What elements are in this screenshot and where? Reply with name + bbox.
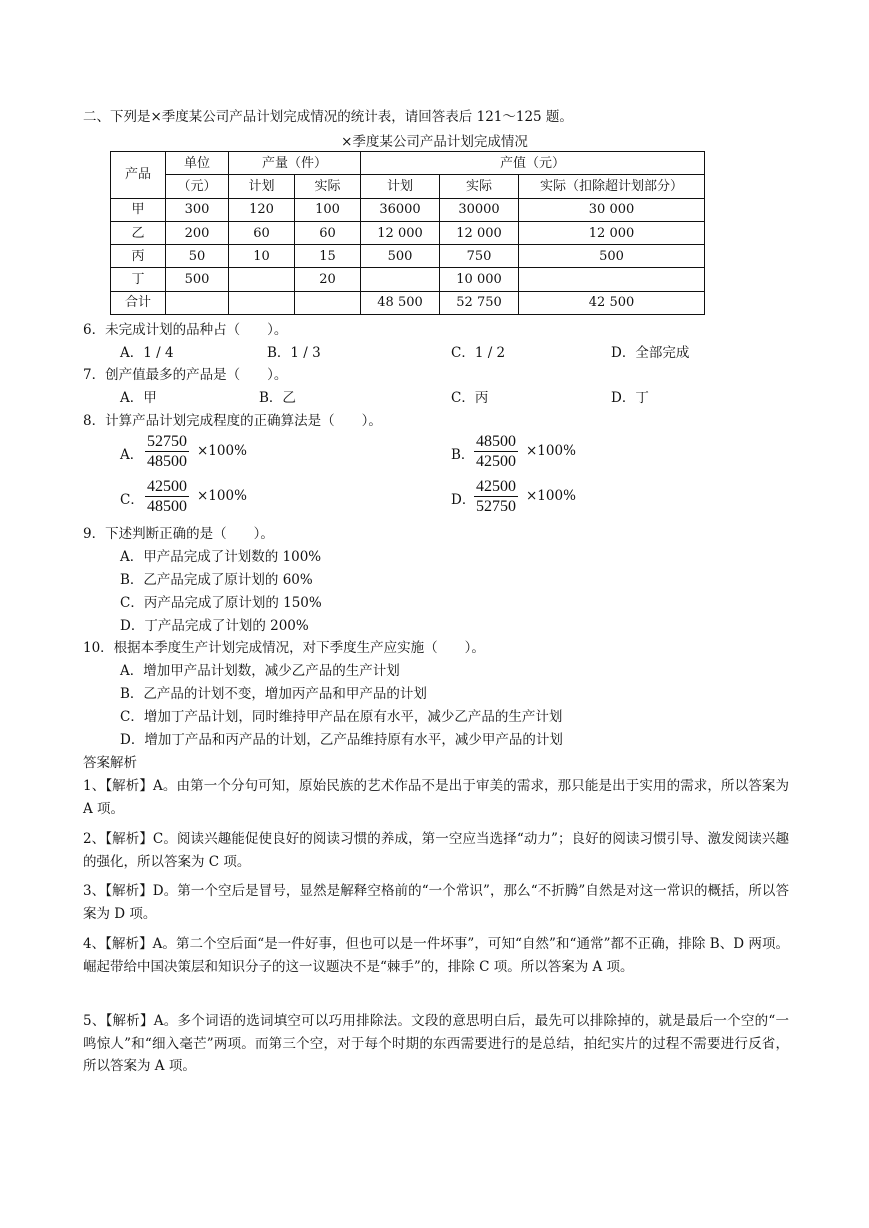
table-header-row bbox=[111, 152, 705, 175]
table-cell bbox=[519, 268, 705, 291]
table-cell bbox=[361, 268, 440, 291]
table-cell: 100 bbox=[295, 198, 361, 221]
stats-table bbox=[110, 151, 705, 315]
header-product: 产品 bbox=[111, 152, 166, 199]
question-6-option-a: A．1 / 4 bbox=[120, 345, 174, 361]
answer-item-5: 5、【解析】A。多个词语的选词填空可以巧用排除法。文段的意思明白后，最先可以排除掉的，就是最后一个空的“一鸣惊人”和“细入毫芒”两项。而第三个空，对于每个时期的东西需要进行的是总结，拍纪实片的过程不需要进行反省，所以答案为 A 项。 bbox=[83, 1013, 789, 1074]
table-cell: 丁 bbox=[111, 268, 166, 291]
question-8-option-d-suffix: ×100% bbox=[526, 488, 576, 504]
question-7-option-b: B．乙 bbox=[259, 390, 296, 406]
question-9-option-d: D．丁产品完成了计划的 200% bbox=[120, 618, 309, 634]
table-row bbox=[111, 245, 705, 268]
question-9-option-c: C．丙产品完成了原计划的 150% bbox=[120, 595, 322, 611]
header-output-actual: 实际 bbox=[295, 175, 361, 198]
table-cell bbox=[295, 291, 361, 314]
question-8-option-d-fraction bbox=[474, 477, 518, 516]
question-7-option-d: D．丁 bbox=[611, 390, 649, 406]
table-cell: 12 000 bbox=[519, 221, 705, 244]
table-subheader-row bbox=[111, 175, 705, 198]
table-cell: 12 000 bbox=[440, 221, 519, 244]
table-cell: 750 bbox=[440, 245, 519, 268]
answer-item-2: 2、【解析】C。阅读兴趣能促使良好的阅读习惯的养成，第一空应当选择“动力”；良好的阅读习惯引导、激发阅读兴趣的强化，所以答案为 C 项。 bbox=[83, 831, 789, 870]
table-cell: 甲 bbox=[111, 198, 166, 221]
question-7-option-a: A．甲 bbox=[120, 390, 157, 406]
question-6-option-b: B．1 / 3 bbox=[267, 345, 321, 361]
answer-item-4: 4、【解析】A。第二个空后面“是一件好事，但也可以是一件坏事”，可知“自然”和“通常”都不正确，排除 B、D 两项。崛起带给中国决策层和知识分子的这一议题决不是“棘手”的，排除 C 项。所以答案为 A 项。 bbox=[83, 936, 789, 975]
answers-heading: 答案解析 bbox=[83, 755, 137, 771]
table-cell: 500 bbox=[166, 268, 229, 291]
question-6-option-c: C．1 / 2 bbox=[451, 345, 506, 361]
answer-item-3: 3、【解析】D。第一个空后是冒号，显然是解释空格前的“一个常识”，那么“不折腾”自然是对这一常识的概括，所以答案为 D 项。 bbox=[83, 883, 789, 922]
question-8-option-a-label: A． bbox=[120, 447, 144, 463]
question-10-option-d: D．增加丁产品和丙产品的计划，乙产品维持原有水平，减少甲产品的计划 bbox=[120, 732, 563, 748]
table-cell bbox=[229, 268, 295, 291]
question-8-option-b-label: B． bbox=[451, 447, 475, 463]
question-10-option-b: B．乙产品的计划不变，增加丙产品和甲产品的计划 bbox=[120, 686, 427, 702]
question-9-option-a: A．甲产品完成了计划数的 100% bbox=[120, 549, 322, 565]
table-row bbox=[111, 268, 705, 291]
header-output-group: 产量（件） bbox=[229, 152, 361, 175]
question-8-option-c-suffix: ×100% bbox=[197, 488, 247, 504]
table-cell: 500 bbox=[361, 245, 440, 268]
table-cell bbox=[229, 291, 295, 314]
fraction-numerator: 52750 bbox=[147, 433, 187, 450]
fraction-numerator: 48500 bbox=[476, 433, 516, 450]
table-cell bbox=[166, 291, 229, 314]
table-cell: 15 bbox=[295, 245, 361, 268]
table-cell: 合计 bbox=[111, 291, 166, 314]
table-cell: 60 bbox=[229, 221, 295, 244]
header-value-plan: 计划 bbox=[361, 175, 440, 198]
table-cell: 500 bbox=[519, 245, 705, 268]
header-value-actual: 实际 bbox=[440, 175, 519, 198]
table-cell: 60 bbox=[295, 221, 361, 244]
question-6-option-d: D．全部完成 bbox=[611, 345, 690, 361]
question-6-stem: 6．未完成计划的品种占（ ）。 bbox=[83, 322, 288, 338]
question-8-option-c-fraction bbox=[145, 477, 189, 516]
fraction-denominator: 48500 bbox=[147, 453, 187, 470]
fraction-denominator: 48500 bbox=[147, 498, 187, 515]
table-cell: 50 bbox=[166, 245, 229, 268]
section-heading: 二、下列是×季度某公司产品计划完成情况的统计表，请回答表后 121～125 题。 bbox=[83, 109, 573, 125]
question-9-option-b: B．乙产品完成了原计划的 60% bbox=[120, 572, 313, 588]
table-cell: 36000 bbox=[361, 198, 440, 221]
question-7-option-c: C．丙 bbox=[451, 390, 489, 406]
question-10-option-c: C．增加丁产品计划，同时维持甲产品在原有水平，减少乙产品的生产计划 bbox=[120, 709, 563, 725]
question-10-stem: 10．根据本季度生产计划完成情况，对下季度生产应实施（ ）。 bbox=[83, 640, 485, 656]
table-cell: 52 750 bbox=[440, 291, 519, 314]
table-cell: 10 bbox=[229, 245, 295, 268]
header-value-group: 产值（元） bbox=[361, 152, 705, 175]
table-total-row bbox=[111, 291, 705, 314]
table-row bbox=[111, 198, 705, 221]
table-cell: 42 500 bbox=[519, 291, 705, 314]
question-7-stem: 7．创产值最多的产品是（ ）。 bbox=[83, 367, 288, 383]
table-cell: 30 000 bbox=[519, 198, 705, 221]
table-row bbox=[111, 221, 705, 244]
header-value-actual-excl: 实际（扣除超计划部分） bbox=[519, 175, 705, 198]
table-cell: 20 bbox=[295, 268, 361, 291]
table-cell: 30000 bbox=[440, 198, 519, 221]
table-cell: 丙 bbox=[111, 245, 166, 268]
table-cell: 12 000 bbox=[361, 221, 440, 244]
table-title: ×季度某公司产品计划完成情况 bbox=[341, 134, 528, 150]
fraction-numerator: 42500 bbox=[476, 478, 516, 495]
table-cell: 10 000 bbox=[440, 268, 519, 291]
question-8-option-a-fraction bbox=[145, 432, 189, 471]
question-9-stem: 9．下述判断正确的是（ ）。 bbox=[83, 526, 274, 542]
question-8-stem: 8．计算产品计划完成程度的正确算法是（ ）。 bbox=[83, 413, 382, 429]
table-cell: 200 bbox=[166, 221, 229, 244]
question-8-option-d-label: D． bbox=[451, 492, 476, 508]
table-cell: 乙 bbox=[111, 221, 166, 244]
table-cell: 48 500 bbox=[361, 291, 440, 314]
question-8-option-a-suffix: ×100% bbox=[197, 443, 247, 459]
fraction-denominator: 52750 bbox=[476, 498, 516, 515]
header-output-plan: 计划 bbox=[229, 175, 295, 198]
question-8-option-b-fraction bbox=[474, 432, 518, 471]
question-8-option-b-suffix: ×100% bbox=[526, 443, 576, 459]
question-8-option-c-label: C． bbox=[120, 492, 144, 508]
header-unit-yuan: （元） bbox=[166, 175, 229, 198]
question-10-option-a: A．增加甲产品计划数，减少乙产品的生产计划 bbox=[120, 663, 400, 679]
fraction-numerator: 42500 bbox=[147, 478, 187, 495]
fraction-denominator: 42500 bbox=[476, 453, 516, 470]
table-cell: 300 bbox=[166, 198, 229, 221]
header-unit: 单位 bbox=[166, 152, 229, 175]
answer-item-1: 1、【解析】A。由第一个分句可知，原始民族的艺术作品不是出于审美的需求，那只能是出于实用的需求，所以答案为 A 项。 bbox=[83, 778, 789, 817]
table-cell: 120 bbox=[229, 198, 295, 221]
